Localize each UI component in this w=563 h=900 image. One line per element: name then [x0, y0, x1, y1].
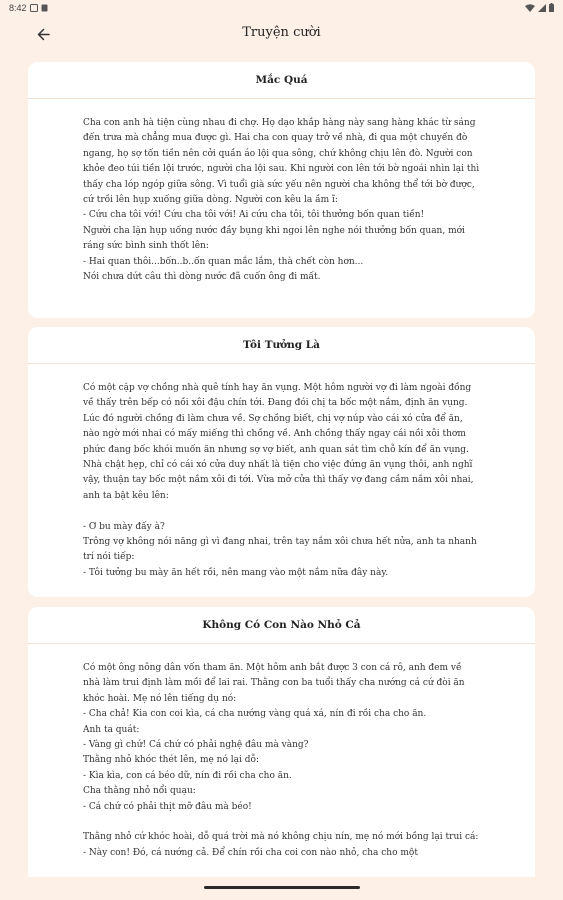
- story-body: Cha con anh hà tiện cùng nhau đi chợ. Họ dạo khắp hàng này sang hàng khác từ sáng đến trưa mà chẳng mua được gì. Hai cha con quay trở về nhà, đi qua một chuyến đò ngang, họ sợ tốn tiền nên cởi quần áo lội qua sông, chứ không chịu lên đò. Người con khỏe đeo túi tiền lội trước, người cha lội sau. Khi người con lên tới bờ ngoái nhìn lại thì thấy cha lóp ngóp giữa sông. Vì tuổi già sức yếu nên người cha không thể tới bờ được, cứ trồi lên hụp xuống giữa dòng. Người con kêu la ầm ĩ: - Cứu cha tôi với! Cứu cha tôi với! Ai cứu cha tôi, tôi thưởng bốn quan tiền! Người cha lặn hụp uống nước đầy bụng khi ngoi lên nghe nói thưởng bốn quan, mới ráng sức bình sinh thốt lên: - Hai quan thôi...bốn..b..ốn quan mắc lắm, thà chết còn hơn... Nói chưa dứt câu thì dòng nước đã cuốn ông đi mất.: [83, 118, 480, 283]
- wifi-icon: [525, 4, 535, 12]
- story-card[interactable]: [28, 62, 535, 318]
- signal-icon: [538, 4, 546, 12]
- status-right: [525, 3, 554, 12]
- story-body: Có một ông nông dân vốn tham ăn. Một hôm anh bắt được 3 con cá rô, anh đem về nhà làm trui định làm mồi để lai rai. Thằng con ba tuổi thấy cha nướng cá cứ đòi ăn khóc hoài. Mẹ nó lên tiếng dụ nó: - Cha chả! Kia con coi kìa, cá cha nướng vàng quá xá, nín đi rồi cha cho ăn. Anh ta quát: - Vàng gì chứ! Cá chứ có phải nghệ đâu mà vàng? Thằng nhỏ khóc thét lên, mẹ nó lại dỗ: - Kìa kìa, con cá béo dữ, nín đi rồi cha cho ăn. Cha thằng nhỏ nổi quạu: - Cá chứ có phải thịt mỡ đâu mà béo! Thằng nhỏ cứ khóc hoài, dỗ quá trời mà nó không chịu nín, mẹ nó mới bồng lại trui cá: - Này con! Đó, cá nướng cả. Để chín rồi cha coi con nào nhỏ, cha cho một: [83, 663, 479, 858]
- story-list[interactable]: [0, 59, 563, 877]
- story-title: Mắc Quá: [28, 62, 535, 99]
- page-title: Truyện cười: [242, 25, 321, 40]
- story-title: Tôi Tưởng Là: [28, 327, 535, 364]
- app-bar: [0, 18, 563, 50]
- media-icon: [30, 4, 38, 12]
- story-title: Không Có Con Nào Nhỏ Cả: [28, 607, 535, 644]
- status-time: 8:42: [9, 3, 27, 13]
- story-body: Có một cặp vợ chồng nhà quê tính hay ăn vụng. Một hôm người vợ đi làm ngoài đồng về thấy trên bếp có nồi xôi đậu chín tới. Đang đói chị ta bốc một nắm, định ăn vụng. Lúc đó người chồng đi làm chưa về. Sợ chồng biết, chị vợ núp vào cái xó cửa để ăn, nào ngờ mới nhai có mấy miếng thì chồng về. Anh chồng thấy ngay cái nồi xôi thơm phức đang bốc khói muốn ăn nhưng sợ vợ biết, anh quan sát tìm chỗ kín để ăn vụng. Nhà chật hẹp, chỉ có cái xó cửa duy nhất là tiện cho việc đứng ăn vụng thôi, anh nghĩ vậy, thuận tay bốc một nắm xôi đi tới. Vừa mở cửa thì thấy vợ đang cầm nắm xôi nhai, anh ta bật kêu lên: - Ơ bu mày đấy à? Trông vợ không nói năng gì vì đang nhai, trên tay nắm xôi chưa hết nửa, anh ta nhanh trí nói tiếp: - Tôi tưởng bu mày ăn hết rồi, nên mang vào một nắm nữa đây này.: [83, 383, 477, 578]
- battery-icon: [549, 3, 554, 12]
- notification-icon: [41, 4, 48, 12]
- status-left: [9, 3, 48, 13]
- story-card[interactable]: [28, 607, 535, 877]
- gesture-nav-handle[interactable]: [204, 886, 360, 889]
- status-bar: [0, 0, 563, 18]
- story-card[interactable]: [28, 327, 535, 597]
